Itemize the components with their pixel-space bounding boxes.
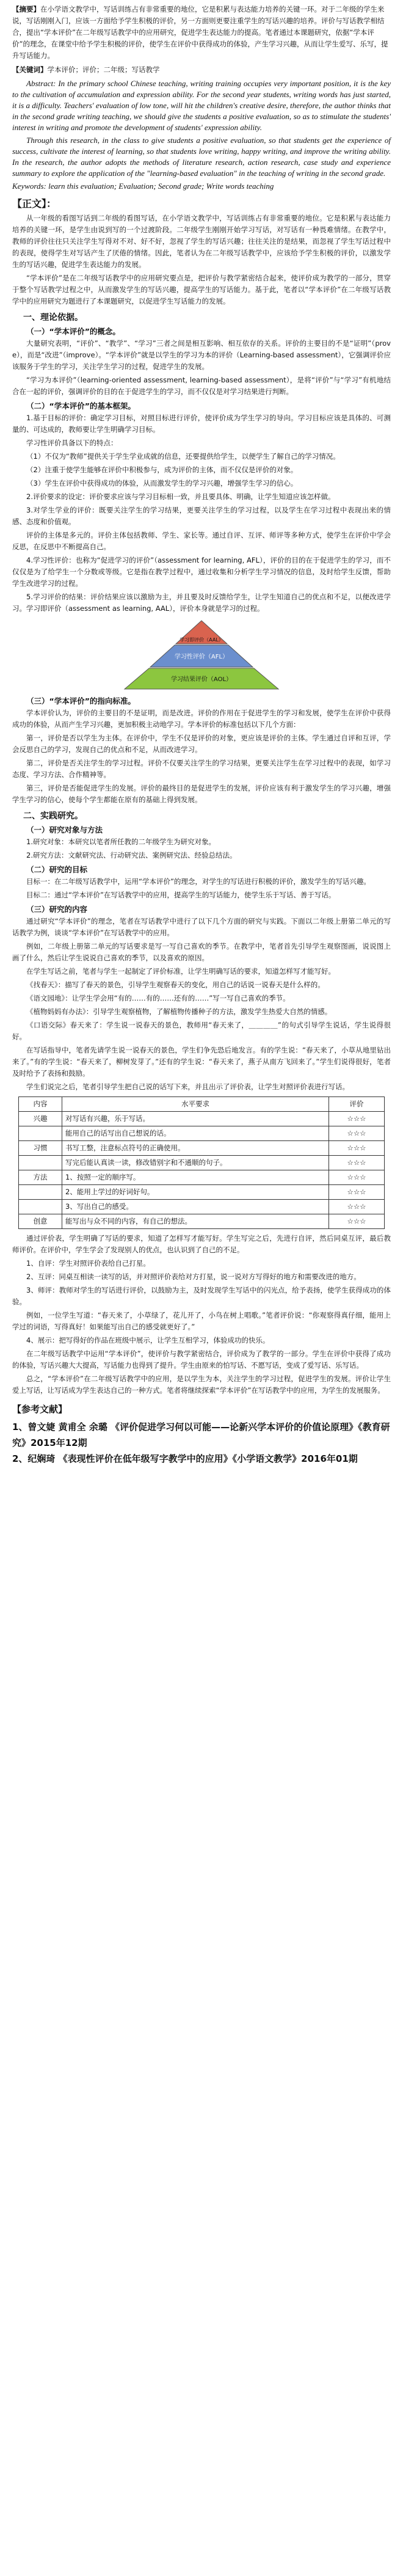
table-row — [19, 1141, 385, 1156]
table-cell: ☆☆☆ — [329, 1112, 385, 1126]
table-header-cell: 水平要求 — [62, 1097, 329, 1112]
body-para: 学习性评价具备以下的特点： — [26, 439, 118, 447]
table-cell: 创意 — [19, 1214, 62, 1229]
table-row — [19, 1112, 385, 1126]
main-heading: 【正文】： — [12, 198, 57, 210]
table-cell: ☆☆☆ — [329, 1170, 385, 1185]
table-cell: 能写出与众不同的内容，有自己的想法。 — [62, 1214, 329, 1229]
body-para: 学本评价认为，评价的主要目的不是证明，而是改进。评价的作用在于促进学生的学习和发展，使学生在评价中获得成功的体验，从而产生学习兴趣，更加积极主动地学习。学本评价的标准包括以下几个方面： — [12, 709, 391, 729]
table-cell: 兴趣 — [19, 1112, 62, 1126]
section-heading-1: 一、理论依据。 — [23, 313, 83, 323]
table-cell: 方法 — [19, 1170, 62, 1185]
body-para: 1.研究对象：本研究以笔者所任教的二年级学生为研究对象。 — [26, 837, 216, 846]
table-row — [19, 1156, 385, 1170]
conclusion-para: 在二年级写话教学中运用“学本评价”，使评价与教学紧密结合，评价成为了教学的一部分。学生在评价中获得了成功的体验，写话兴趣大大提高，写话能力也得到了提升。学生由原来的怕写话、不愿写话，变成了爱写话、乐写话。 — [12, 1349, 391, 1370]
body-para: 目标二：通过“学本评价”在写话教学中的应用，提高学生的写话能力，使学生乐于写话、善于写话。 — [26, 891, 336, 899]
table-cell: 2、能用上学过的好词好句。 — [62, 1185, 329, 1200]
case-para: 在写话指导中，笔者先请学生说一说春天的景色，学生们争先恐后地发言。有的学生说：“春天来了，小草从地里钻出来了。”有的学生说：“春天来了，柳树发芽了。”还有的学生说：“春天来了，燕子从南方飞回来了。”学生们说得很好，笔者及时给予了表扬和鼓励。 — [12, 1046, 391, 1078]
table-header-row — [19, 1097, 385, 1112]
table-cell: ☆☆☆ — [329, 1214, 385, 1229]
body-para: 3、师评：教师对学生的写话进行评价，以鼓励为主，及时发现学生写话中的闪光点，给予表扬，使学生获得成功的体验。 — [12, 1286, 391, 1306]
table-cell — [19, 1185, 62, 1200]
body-para: 《找春天》：描写了春天的景色，引导学生观察春天的变化，用自己的话说一说春天是什么样的。 — [26, 980, 325, 989]
table-cell: 1、按照一定的顺序写。 — [62, 1170, 329, 1185]
body-para: 2.评价要求的设定：评价要求应该与学习目标相一致，并且要具体、明确，让学生知道应该怎样做。 — [26, 492, 335, 501]
reference-item: 2、纪娴琦 《表现性评价在低年级写字教学中的应用》《小学语文教学》2016年01期 — [12, 1453, 358, 1464]
assessment-pyramid-diagram — [110, 618, 293, 691]
intro-para: 从一年级的看图写话到二年级的看图写话，在小学语文教学中，写话训练占有非常重要的地位。它是积累与表达能力培养的关键一环，是学生由说到写的一个过渡阶段。二年级学生刚刚开始学习写话，对写话有一种畏难情绪。在教学中，教师的评价往往只关注学生写得对不对、好不好，忽视了学生的写话兴趣；往往关注的是结果，而忽视了学生写话过程中的表现，使得学生对写话产生了厌倦的情绪。因此，笔者认为在二年级写话教学中，应该给予学生积极的评价，以激发学生的写话兴趣，促进学生表达能力的发展。 — [12, 214, 391, 269]
case-para: 《口语交际》春天来了：学生说一说春天的景色，教师用“春天来了，＿＿＿＿”的句式引导学生说话，学生说得很好。 — [12, 1021, 391, 1041]
table-row — [19, 1214, 385, 1229]
table-cell: 能用自己的话写出自己想说的话。 — [62, 1126, 329, 1141]
body-para: 4.学习性评价：也称为“促进学习的评价”（assessment for learning, AFL），评价的目的在于促进学生的学习，而不仅仅是为了给学生一个分数或等级。它是指在教学过程中，通过收集和分析学生学习情况的信息，及时给学生反馈，帮助学生改进学习的过程。 — [12, 556, 391, 588]
intro-para: “学本评价”是在二年级写话教学中的应用研究要点是，把评价与教学紧密结合起来，使评价成为教学的一部分，贯穿于整个写话教学过程之中，从而激发学生的写话兴趣，提高学生的写话能力。基于此，笔者以“学本评价”在二年级写话教学中的应用研究为题进行了本课题研究，以促进学生写话能力的发展。 — [12, 274, 391, 305]
keywords-cn — [12, 64, 391, 76]
abstract-label: 【摘要】 — [12, 5, 40, 13]
body-para: 在学生写话之前，笔者与学生一起制定了评价标准，让学生明确写话的要求，知道怎样写才能写好。 — [26, 967, 335, 976]
body-para: 1.基于目标的评价：确定学习目标，对照目标进行评价，使评价成为学生学习的导向。学习目标应该是具体的、可测量的、可达成的，教师要让学生明确学习目标。 — [12, 414, 391, 434]
references-heading: 【参考文献】 — [12, 1404, 68, 1415]
table-header-cell: 内容 — [19, 1097, 62, 1112]
table-cell — [19, 1156, 62, 1170]
table-header-cell: 评价 — [329, 1097, 385, 1112]
table-cell: ☆☆☆ — [329, 1200, 385, 1214]
table-cell: ☆☆☆ — [329, 1126, 385, 1141]
conclusion-para: 总之，“学本评价”在二年级写话教学中的应用，是以学生为本，关注学生的学习过程，促进学生的发展。评价让学生爱上写话，让写话成为学生表达自己的一种方式。笔者将继续探索“学本评价”在写话教学中的应用，为学生的发展服务。 — [12, 1374, 391, 1395]
body-para: 通过评价表，学生明确了写话的要求，知道了怎样写才能写好。学生写完之后，先进行自评，然后同桌互评，最后教师评价。在评价中，学生学会了发现别人的优点，也认识到了自己的不足。 — [12, 1234, 391, 1254]
table-cell: ☆☆☆ — [329, 1141, 385, 1156]
abstract-en-2: Through this research, in the class to give students a positive evaluation, so that students get the experience of success, cultivate the interest of learning, so that students love writing, happy writing, and improve the writing ability. In the research, the author adopts the methods of literature research, action research, case study and experience summary to explore the application of the "learning-based evaluation" in the teaching of writing in the second grade. — [12, 136, 391, 178]
body-para: 《植物妈妈有办法》：引导学生观察植物，了解植物传播种子的方法，激发学生热爱大自然的情感。 — [26, 1007, 332, 1016]
section-heading-2: 二、实践研究。 — [23, 811, 83, 821]
body-para: 第二，评价是否关注学生的学习过程。评价不仅要关注学生的学习结果，更要关注学生在学习过程中的表现，如学习态度、学习方法、合作精神等。 — [12, 759, 391, 779]
subsection-heading: （三）研究的内容 — [26, 905, 88, 914]
body-para: 例如，二年级上册第二单元的写话要求是写一写自己喜欢的季节。在教学中，笔者首先引导学生观察图画，说说图上画了什么，然后让学生说说自己喜欢的季节，以及喜欢的原因。 — [12, 942, 391, 962]
abstract-en-1: Abstract: In the primary school Chinese teaching, writing training occupies very important position, it is the key to the cultivation of accumulation and expression ability. For the second year students, writing words has just started, it is a difficulty. Teachers' evaluation of low tone, will hit the children's creative desire, therefore, the author thinks that in the second grade writing teaching, we should give the students a positive evaluation, so as to stimulate the students' interest in writing and promote the development of students' expression ability. — [12, 79, 391, 132]
table-cell: ☆☆☆ — [329, 1185, 385, 1200]
subsection-heading: （一）研究对象与方法 — [26, 825, 103, 834]
body-para: 2.研究方法：文献研究法、行动研究法、案例研究法、经验总结法。 — [26, 851, 237, 859]
body-para: （1）不仅为“教师”提供关于学生学业成就的信息，还要提供给学生，以便学生了解自己的学习情况。 — [26, 452, 340, 461]
body-para: 例如，一位学生写道：“春天来了，小草绿了，花儿开了，小鸟在树上唱歌。”笔者评价说：“你观察得真仔细，能用上学过的词语，写得真好！如果能写出自己的感受就更好了。” — [12, 1311, 391, 1331]
body-para: （3）学生在评价中获得成功的体验，从而激发学生的学习兴趣，增强学生学习的信心。 — [26, 479, 298, 487]
body-para: 通过研究“学本评价”的理念，笔者在写话教学中进行了以下几个方面的研究与实践。下面以二年级上册第二单元的写话教学为例，谈谈“学本评价”在写话教学中的应用。 — [12, 917, 391, 937]
evaluation-table — [18, 1096, 385, 1229]
body-para: 4、展示：把写得好的作品在班级中展示，让学生互相学习，体验成功的快乐。 — [26, 1336, 270, 1345]
abstract-cn — [12, 4, 391, 62]
subsection-heading: （三）“学本评价”的指向标准。 — [26, 696, 136, 706]
document-page — [12, 0, 391, 1467]
table-cell — [19, 1200, 62, 1214]
body-para: “学习为本评价”（learning-oriented assessment, learning-based assessment），是将“评价”与“学习”有机地结合在一起的评价，强调评价的目的在于促进学生的学习，而不仅仅是对学习结果进行判断。 — [12, 376, 391, 396]
table-row — [19, 1170, 385, 1185]
subsection-heading: （一）“学本评价”的概念。 — [26, 327, 120, 336]
reference-item: 1、曾文婕 黄甫全 余璐 《评价促进学习何以可能——论新兴学本评价的价值论原理》《教育研究》2015年12期 — [12, 1421, 390, 1448]
table-cell: ☆☆☆ — [329, 1156, 385, 1170]
table-cell: 写完后能认真读一读，修改错别字和不通顺的句子。 — [62, 1156, 329, 1170]
body-para: 2、互评：同桌互相读一读写的话，并对照评价表给对方打星，说一说对方写得好的地方和需要改进的地方。 — [26, 1272, 361, 1281]
table-cell: 3、写出自己的感受。 — [62, 1200, 329, 1214]
body-para: 评价的主体是多元的。评价主体包括教师、学生、家长等。通过自评、互评、师评等多种方式，使学生在评价中学会反思，在反思中不断提高自己。 — [12, 531, 391, 551]
table-cell — [19, 1126, 62, 1141]
keywords-en: Keywords: learn this evaluation; Evaluation; Second grade; Write words teaching — [12, 181, 274, 191]
table-row — [19, 1185, 385, 1200]
table-cell: 习惯 — [19, 1141, 62, 1156]
pyramid-label-aol: 学习结果评价（AOL） — [170, 676, 233, 683]
keywords-label: 【关键词】 — [12, 65, 48, 74]
body-para: 第一，评价是否以学生为主体。在评价中，学生不仅是评价的对象，更应该是评价的主体。学生通过自评和互评，学会反思自己的学习，发现自己的优点和不足，从而改进学习。 — [12, 734, 391, 754]
body-para: （2）注重于使学生能够在评价中积极参与，成为评价的主体，而不仅仅是评价的对象。 — [26, 465, 298, 474]
body-para: 3.对学生学业的评价：既要关注学生的学习结果，更要关注学生的学习过程，以及学生在学习过程中表现出来的情感、态度和价值观。 — [12, 506, 391, 526]
pyramid-label-afl: 学习性评价（AFL） — [174, 654, 229, 660]
pyramid-label-aal: 学习即评价（AAL） — [180, 637, 223, 643]
body-para: 《语文园地》：让学生学会用“有的……有的……还有的……”写一写自己喜欢的季节。 — [26, 994, 290, 1002]
abstract-text: 在小学语文教学中，写话训练占有非常重要的地位，它是积累与表达能力培养的关键一环。对于二年级的学生来说，写话刚刚入门，应该一方面给予学生积极的评价，另一方面则更要注重学生的写话兴趣的培养。评价与写话教学相结合，提出“学本评价”在二年级写话教学中的应用研究，促进学生表达能力的提高。笔者通过本课题研究，依据“学本评价”的理念，在课堂中给予学生积极的评价，使学生在评价中获得成功的体验，产生学习兴趣，从而让学生爱写、乐写，提升写话能力。 — [12, 5, 388, 60]
table-cell: 书写工整，注意标点符号的正确使用。 — [62, 1141, 329, 1156]
case-para: 学生们说完之后，笔者引导学生把自己说的话写下来，并且出示了评价表，让学生对照评价表进行写话。 — [26, 1082, 349, 1091]
subsection-heading: （二）“学本评价”的基本框架。 — [26, 401, 136, 410]
body-para: 1、自评：学生对照评价表给自己打星。 — [26, 1259, 150, 1268]
body-para: 第三，评价是否能促进学生的发展。评价的最终目的是促进学生的发展，评价应该有利于激发学生的学习兴趣，增强学生学习的信心，使每个学生都能在原有的基础上得到发展。 — [12, 784, 391, 804]
table-row — [19, 1126, 385, 1141]
keywords-text: 学本评价；评价；二年级；写话教学 — [47, 65, 160, 74]
body-para: 目标一：在二年级写话教学中，运用“学本评价”的理念，对学生的写话进行积极的评价，激发学生的写话兴趣。 — [26, 877, 371, 886]
body-para: 5.学习评价的结果：评价结果应该以激励为主，并且要及时反馈给学生，让学生知道自己的优点和不足，以便改进学习。学习即评价（assessment as learning, AAL），评价本身就是学习的过程。 — [12, 593, 391, 613]
subsection-heading: （二）研究的目标 — [26, 865, 88, 874]
body-para: 大量研究表明，“评价”、“教学”、“学习”三者之间是相互影响、相互依存的关系。评价的主要目的不是“证明”（prove），而是“改进”（improve）。“学本评价”就是以学生的学习为本的评价（Learning-based assessment），它强调评价应该服务于学生的学习，关注学生学习的过程，促进学生的发展。 — [12, 339, 391, 371]
table-cell: 对写话有兴趣，乐于写话。 — [62, 1112, 329, 1126]
table-row — [19, 1200, 385, 1214]
